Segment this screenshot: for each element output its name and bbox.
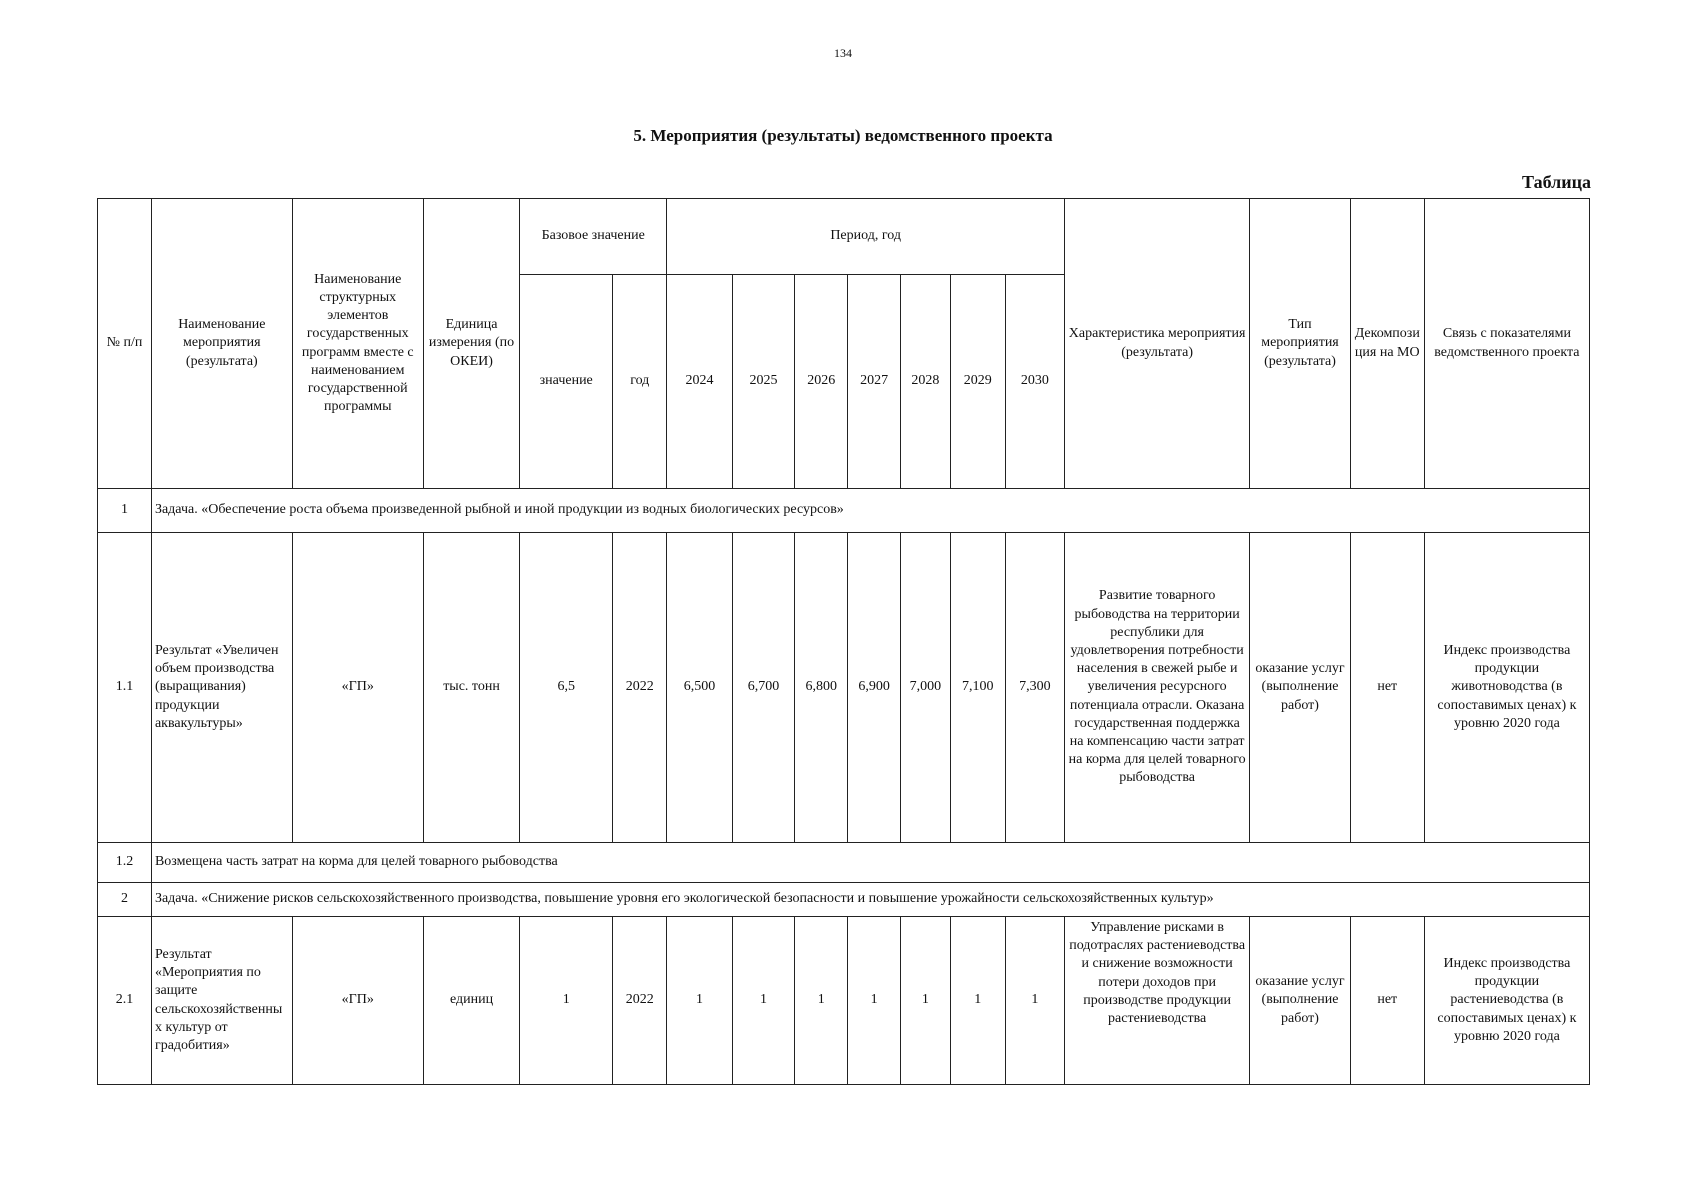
result-1-1-value-2030: 7,300 [1005,533,1064,843]
task-row-2 [98,883,1590,917]
result-1-1-value-2027: 6,900 [848,533,901,843]
result-row-1-2 [98,843,1590,883]
header-year-2029: 2029 [950,275,1005,489]
result-1-2-num: 1.2 [98,843,152,883]
result-row-2-1 [98,917,1590,1085]
result-2-1-value-2027: 1 [848,917,901,1085]
result-1-1-link: Индекс производства продукции животноводства (в сопоставимых ценах) к уровню 2020 года [1424,533,1589,843]
result-1-1-base-year: 2022 [613,533,667,843]
result-1-1-name: Результат «Увеличен объем производства (выращивания) продукции аквакультуры» [151,533,292,843]
task-2-text: Задача. «Снижение рисков сельскохозяйственного производства, повышение уровня его экологической безопасности и повышение урожайности сельскохозяйственных культур» [151,883,1589,917]
header-type: Тип мероприятия (результата) [1250,199,1351,489]
task-1-text: Задача. «Обеспечение роста объема произведенной рыбной и иной продукции из водных биологических ресурсов» [151,489,1589,533]
result-1-1-value-2026: 6,800 [795,533,848,843]
page-number: 134 [834,46,852,60]
result-2-1-structural: «ГП» [292,917,423,1085]
header-structural-elements: Наименование структурных элементов государственных программ вместе с наименованием государственной программы [292,199,423,489]
result-1-1-base-value: 6,5 [520,533,613,843]
result-1-1-value-2029: 7,100 [950,533,1005,843]
header-characteristic: Характеристика мероприятия (результата) [1065,199,1250,489]
section-title: 5. Мероприятия (результаты) ведомственного проекта [633,126,1053,145]
header-base-value: Базовое значение [520,199,667,275]
task-row-1 [98,489,1590,533]
result-2-1-num: 2.1 [98,917,152,1085]
header-year-2030: 2030 [1005,275,1064,489]
header-link: Связь с показателями ведомственного проекта [1424,199,1589,489]
table-caption: Таблица [1522,172,1591,192]
header-event-name: Наименование мероприятия (результата) [151,199,292,489]
header-year-2026: 2026 [795,275,848,489]
header-base-value-value: значение [520,275,613,489]
header-unit: Единица измерения (по ОКЕИ) [423,199,519,489]
header-base-value-year: год [613,275,667,489]
result-2-1-value-2026: 1 [795,917,848,1085]
header-num: № п/п [98,199,152,489]
header-period: Период, год [667,199,1065,275]
result-2-1-base-value: 1 [520,917,613,1085]
result-1-1-unit: тыс. тонн [423,533,519,843]
result-1-1-value-2025: 6,700 [732,533,794,843]
events-table [97,198,1590,1085]
result-1-1-value-2024: 6,500 [667,533,733,843]
result-1-1-num: 1.1 [98,533,152,843]
result-2-1-value-2028: 1 [901,917,951,1085]
result-2-1-base-year: 2022 [613,917,667,1085]
result-2-1-value-2030: 1 [1005,917,1064,1085]
result-2-1-value-2029: 1 [950,917,1005,1085]
result-1-1-decomposition: нет [1350,533,1424,843]
result-1-2-text: Возмещена часть затрат на корма для целей товарного рыбоводства [151,843,1589,883]
result-2-1-characteristic: Управление рисками в подотраслях растениеводства и снижение возможности потери доходов при производстве продукции растениеводства [1065,917,1250,1085]
header-decomposition: Декомпозиция на МО [1350,199,1424,489]
task-2-num: 2 [98,883,152,917]
result-row-1-1 [98,533,1590,843]
result-1-1-characteristic: Развитие товарного рыбоводства на территории республики для удовлетворения потребности населения в свежей рыбе и увеличения ресурсного потенциала отрасли. Оказана государственная поддержка на компенсацию части затрат на корма для целей товарного рыбоводства [1065,533,1250,843]
task-1-num: 1 [98,489,152,533]
result-2-1-type: оказание услуг (выполнение работ) [1250,917,1351,1085]
header-year-2028: 2028 [901,275,951,489]
result-1-1-value-2028: 7,000 [901,533,951,843]
result-2-1-value-2024: 1 [667,917,733,1085]
result-2-1-unit: единиц [423,917,519,1085]
result-2-1-link: Индекс производства продукции растениеводства (в сопоставимых ценах) к уровню 2020 года [1424,917,1589,1085]
result-2-1-decomposition: нет [1350,917,1424,1085]
result-1-1-structural: «ГП» [292,533,423,843]
result-2-1-name: Результат «Мероприятия по защите сельскохозяйственных культур от градобития» [151,917,292,1085]
header-year-2025: 2025 [732,275,794,489]
header-row-1 [98,199,1590,275]
header-year-2027: 2027 [848,275,901,489]
header-year-2024: 2024 [667,275,733,489]
result-1-1-type: оказание услуг (выполнение работ) [1250,533,1351,843]
result-2-1-value-2025: 1 [732,917,794,1085]
